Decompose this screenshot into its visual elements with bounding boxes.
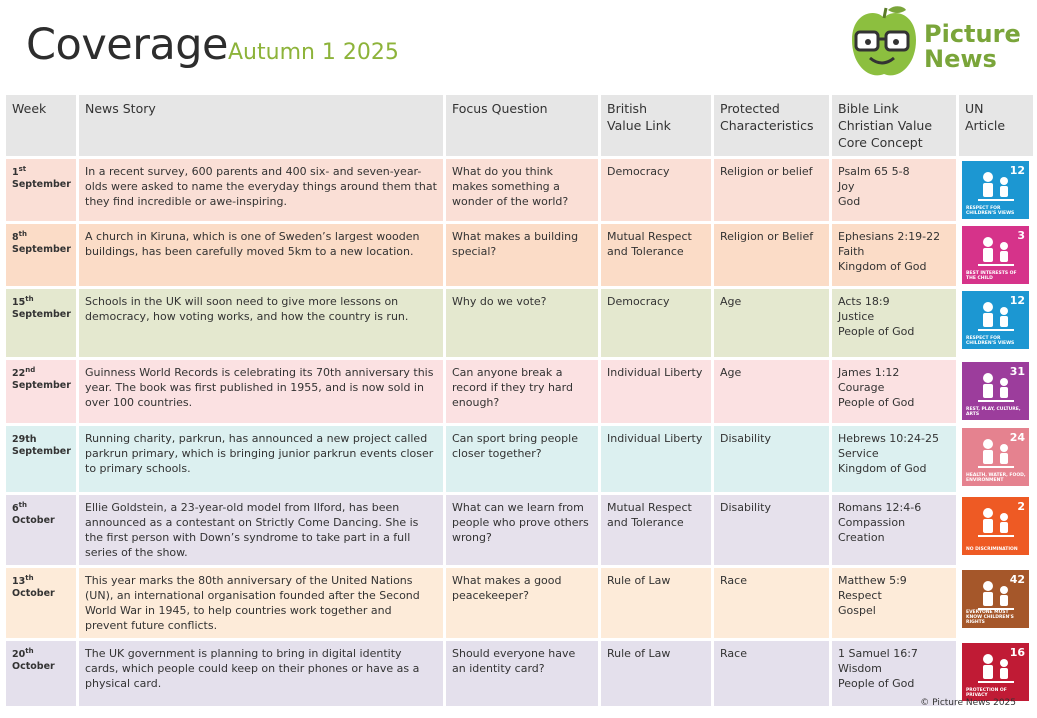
protected-characteristic: Race — [714, 568, 829, 638]
header-protected-characteristics: Protected Characteristics — [714, 95, 829, 156]
protected-characteristic: Disability — [714, 495, 829, 565]
un-article-caption: RESPECT FOR CHILDREN'S VIEWS — [966, 336, 1015, 346]
table-row — [6, 289, 1033, 357]
news-story: Ellie Goldstein, a 23-year-old model from Ilford, has been announced as a contestant on Strictly Come Dancing. She is the first person with Down’s syndrome to take part in a full series of the show. — [79, 495, 443, 565]
un-article-number: 2 — [1017, 500, 1025, 513]
children-rights-icon — [976, 234, 1016, 270]
bible-link: Matthew 5:9 Respect Gospel — [832, 568, 956, 638]
un-article-caption: REST, PLAY, CULTURE, ARTS — [966, 407, 1021, 417]
un-article-number: 42 — [1009, 573, 1025, 586]
table-row — [6, 568, 1033, 638]
news-story: Guinness World Records is celebrating its 70th anniversary this year. The book was first published in 1955, and is now sold in over 100 countries. — [79, 360, 443, 423]
un-article-badge — [962, 428, 1029, 486]
header-un-article: UN Article — [959, 95, 1033, 156]
news-story: A church in Kiruna, which is one of Sweden’s largest wooden buildings, has been carefully moved 5km to a new location. — [79, 224, 443, 286]
table-header-row — [6, 95, 1033, 156]
header-british-value: British Value Link — [601, 95, 711, 156]
un-article-number: 31 — [1009, 365, 1025, 378]
bible-link: 1 Samuel 16:7 Wisdom People of God — [832, 641, 956, 706]
bible-link: Psalm 65 5-8 Joy God — [832, 159, 956, 221]
week-date: 22nd September — [6, 360, 76, 423]
week-date: 6th October — [6, 495, 76, 565]
british-value: Mutual Respect and Tolerance — [601, 224, 711, 286]
un-article-badge — [962, 570, 1029, 628]
british-value: Individual Liberty — [601, 426, 711, 492]
copyright: © Picture News 2025 — [920, 698, 1016, 708]
un-article — [959, 495, 1033, 565]
british-value: Rule of Law — [601, 568, 711, 638]
bible-link: Romans 12:4-6 Compassion Creation — [832, 495, 956, 565]
protected-characteristic: Disability — [714, 426, 829, 492]
week-date: 13th October — [6, 568, 76, 638]
picture-news-logo — [848, 4, 1021, 82]
british-value: Rule of Law — [601, 641, 711, 706]
bible-link: Ephesians 2:19-22 Faith Kingdom of God — [832, 224, 956, 286]
protected-characteristic: Religion or Belief — [714, 224, 829, 286]
un-article-badge — [962, 643, 1029, 701]
un-article — [959, 289, 1033, 357]
un-article — [959, 426, 1033, 492]
british-value: Democracy — [601, 159, 711, 221]
protected-characteristic: Religion or belief — [714, 159, 829, 221]
table-row — [6, 641, 1033, 706]
focus-question: Can anyone break a record if they try hard enough? — [446, 360, 598, 423]
week-date: 1st September — [6, 159, 76, 221]
table-row — [6, 495, 1033, 565]
news-story: Schools in the UK will soon need to give more lessons on democracy, how voting works, and how the country is run. — [79, 289, 443, 357]
un-article — [959, 224, 1033, 286]
un-article-caption: NO DISCRIMINATION — [966, 547, 1018, 552]
un-article-caption: BEST INTERESTS OF THE CHILD — [966, 271, 1017, 281]
un-article-number: 12 — [1009, 294, 1025, 307]
protected-characteristic: Race — [714, 641, 829, 706]
page-title: Coverage — [26, 20, 229, 70]
table-row — [6, 426, 1033, 492]
week-date: 29th September — [6, 426, 76, 492]
news-story: Running charity, parkrun, has announced a new project called parkrun primary, which is bringing junior parkrun events closer to primary schools. — [79, 426, 443, 492]
page-subtitle: Autumn 1 2025 — [228, 40, 399, 65]
table-row — [6, 159, 1033, 221]
british-value: Mutual Respect and Tolerance — [601, 495, 711, 565]
un-article-badge — [962, 362, 1029, 420]
apple-glasses-icon — [848, 4, 920, 82]
header-week: Week — [6, 95, 76, 156]
protected-characteristic: Age — [714, 360, 829, 423]
news-story: The UK government is planning to bring in digital identity cards, which people could keep on their phones or have as a physical card. — [79, 641, 443, 706]
table-row — [6, 360, 1033, 423]
header-focus-question: Focus Question — [446, 95, 598, 156]
focus-question: Why do we vote? — [446, 289, 598, 357]
un-article-caption: RESPECT FOR CHILDREN'S VIEWS — [966, 206, 1015, 216]
week-date: 15th September — [6, 289, 76, 357]
header-bible-link: Bible Link Christian Value Core Concept — [832, 95, 956, 156]
un-article-badge — [962, 161, 1029, 219]
bible-link: James 1:12 Courage People of God — [832, 360, 956, 423]
focus-question: What do you think makes something a wonder of the world? — [446, 159, 598, 221]
un-article-number: 3 — [1017, 229, 1025, 242]
british-value: Democracy — [601, 289, 711, 357]
un-article-number: 16 — [1009, 646, 1025, 659]
week-date: 20th October — [6, 641, 76, 706]
un-article-number: 12 — [1009, 164, 1025, 177]
news-story: In a recent survey, 600 parents and 400 six- and seven-year-olds were asked to name the everyday things around them that they find incredible or awe-inspiring. — [79, 159, 443, 221]
un-article-badge — [962, 497, 1029, 555]
header-news-story: News Story — [79, 95, 443, 156]
un-article — [959, 568, 1033, 638]
focus-question: What makes a good peacekeeper? — [446, 568, 598, 638]
protected-characteristic: Age — [714, 289, 829, 357]
focus-question: What can we learn from people who prove others wrong? — [446, 495, 598, 565]
news-story: This year marks the 80th anniversary of the United Nations (UN), an international organisation founded after the Second World War in 1945, to help countries work together and prevent future conflicts. — [79, 568, 443, 638]
focus-question: Should everyone have an identity card? — [446, 641, 598, 706]
british-value: Individual Liberty — [601, 360, 711, 423]
children-rights-icon — [976, 505, 1016, 541]
focus-question: What makes a building special? — [446, 224, 598, 286]
un-article-caption: HEALTH, WATER, FOOD, ENVIRONMENT — [966, 473, 1026, 483]
logo-text: Picture News — [924, 20, 1021, 73]
table-row — [6, 224, 1033, 286]
un-article — [959, 360, 1033, 423]
focus-question: Can sport bring people closer together? — [446, 426, 598, 492]
coverage-table — [3, 92, 1036, 709]
un-article — [959, 641, 1033, 706]
un-article-caption: PROTECTION OF PRIVACY — [966, 688, 1007, 698]
bible-link: Acts 18:9 Justice People of God — [832, 289, 956, 357]
week-date: 8th September — [6, 224, 76, 286]
un-article-number: 24 — [1009, 431, 1025, 444]
bible-link: Hebrews 10:24-25 Service Kingdom of God — [832, 426, 956, 492]
un-article-badge — [962, 291, 1029, 349]
un-article-caption: EVERYONE MUST KNOW CHILDREN'S RIGHTS — [966, 610, 1014, 625]
un-article-badge — [962, 226, 1029, 284]
un-article — [959, 159, 1033, 221]
